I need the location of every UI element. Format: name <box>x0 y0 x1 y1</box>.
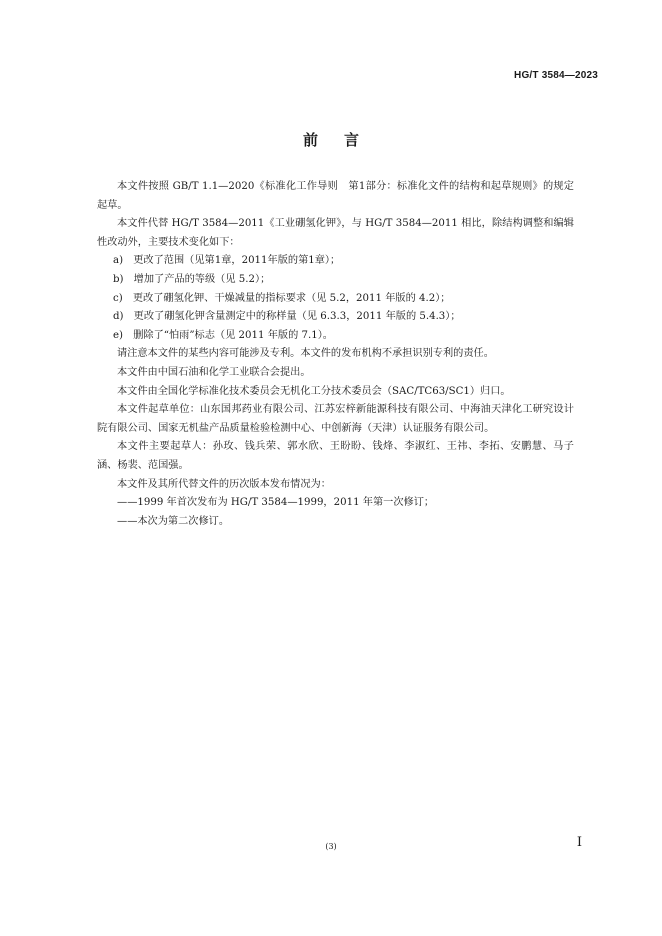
paragraph-patent-notice: 请注意本文件的某些内容可能涉及专利。本文件的发布机构不承担识别专利的责任。 <box>117 348 494 360</box>
page-number-roman: I <box>576 835 582 850</box>
page-title: 前言 <box>302 131 385 149</box>
change-item-a: a) 更改了范围（见第1章，2011年版的第1章）； <box>113 255 341 267</box>
standard-code: HG/T 3584—2023 <box>514 70 598 81</box>
change-item-d: d) 更改了硼氢化钾含量测定中的称样量（见 6.3.3，2011 年版的 5.4.3）； <box>113 311 461 323</box>
paragraph-drafting-rules: 本文件按照 GB/T 1.1—2020《标准化工作导则 第1部分：标准化文件的结构和起草规则》的规定起草。 <box>97 181 574 211</box>
foreword-body <box>97 178 574 531</box>
paragraph-history-current: ——本次为第二次修订。 <box>117 515 230 527</box>
change-item-e: e) 删除了“怕雨”标志（见 2011 年版的 7.1）。 <box>113 329 333 341</box>
paragraph-history-1999: ——1999 年首次发布为 HG/T 3584—1999，2011 年第一次修订； <box>117 497 435 509</box>
change-item-b: b) 增加了产品的等级（见 5.2）； <box>113 273 271 285</box>
paragraph-proposer: 本文件由中国石油和化学工业联合会提出。 <box>117 366 311 378</box>
paragraph-drafting-units: 本文件起草单位：山东国邦药业有限公司、江苏宏梓新能源科技有限公司、中海油天津化工研究设计院有限公司、国家无机盐产品质量检验检测中心、中创新海（天津）认证服务有限公司。 <box>97 404 574 434</box>
change-item-c: c) 更改了硼氢化钾、干燥减量的指标要求（见 5.2，2011 年版的 4.2）； <box>113 292 451 304</box>
paragraph-replacement: 本文件代替 HG/T 3584—2011《工业硼氢化钾》，与 HG/T 3584—2011 相比，除结构调整和编辑性改动外，主要技术变化如下： <box>97 218 574 248</box>
paragraph-history-intro: 本文件及其所代替文件的历次版本发布情况为： <box>117 478 331 490</box>
page-number-center: (3) <box>325 842 337 851</box>
paragraph-drafters: 本文件主要起草人：孙玫、钱兵荣、郭水欣、王盼盼、钱烽、李淑红、王祎、李拓、安鹏慧、马子涵、杨裴、范国强。 <box>97 441 574 471</box>
paragraph-committee: 本文件由全国化学标准化技术委员会无机化工分技术委员会（SAC/TC63/SC1）归口。 <box>117 385 511 397</box>
